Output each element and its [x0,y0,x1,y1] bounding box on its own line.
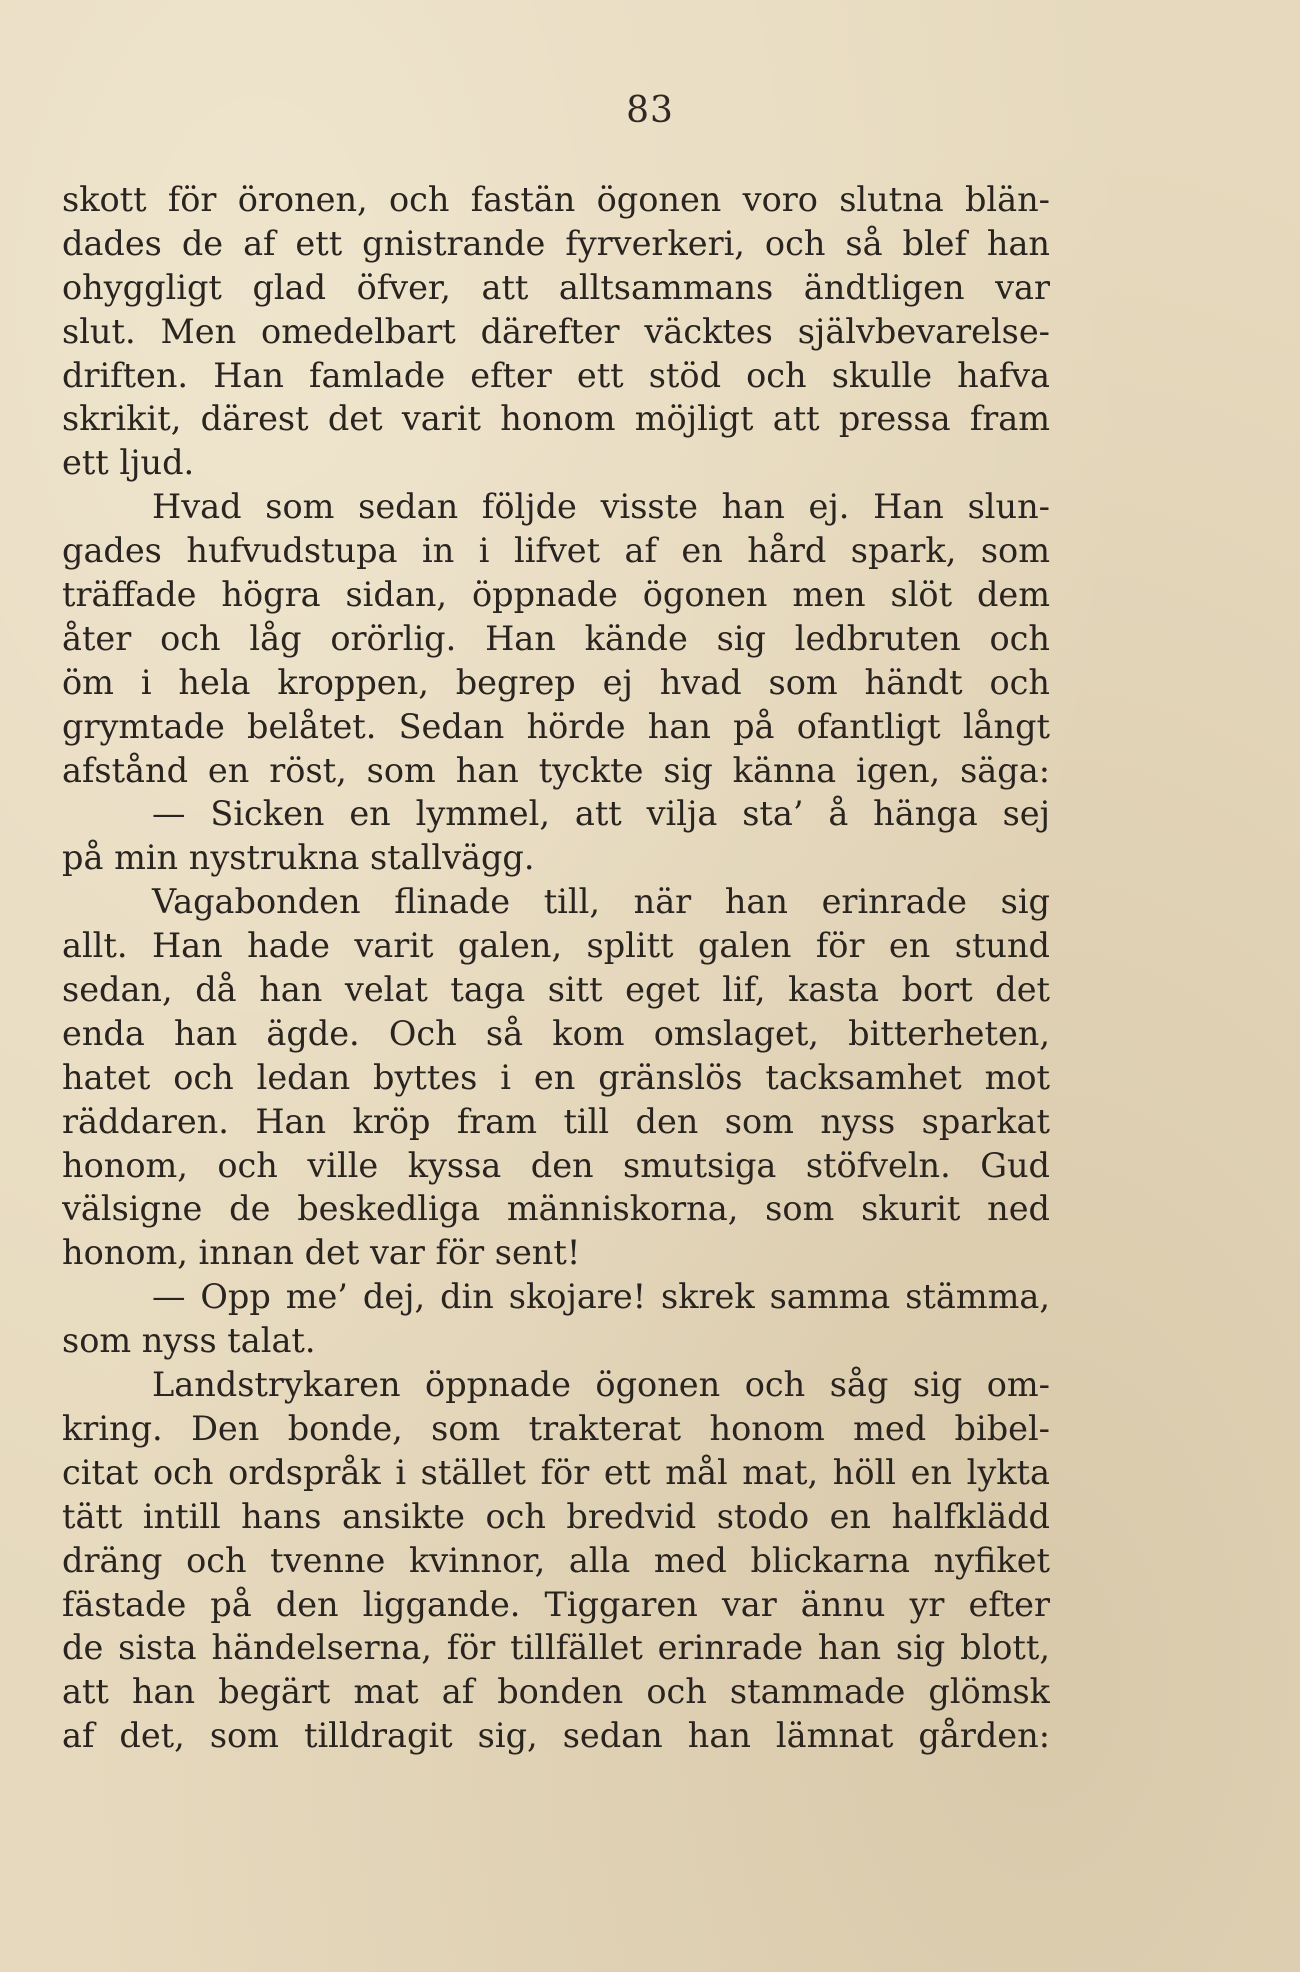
text-line: citat och ordspråk i stället för ett mål mat, höll en lykta [62,1452,1050,1492]
text-line: de sista händelserna, för tillfället erinrade han sig blott, [62,1628,1050,1668]
text-line: välsigne de beskedliga människorna, som skurit ned [62,1189,1050,1229]
text-line: — Sicken en lymmel, att vilja sta’ å hänga sej [152,794,1050,834]
text-line: hatet och ledan byttes i en gränslös tacksamhet mot [62,1057,1050,1097]
text-line: ett ljud. [62,443,195,483]
text-line: kring. Den bonde, som trakterat honom med bibel- [62,1408,1050,1448]
body-text [62,178,1050,1758]
text-line: öm i hela kroppen, begrep ej hvad som händt och [62,662,1050,702]
text-line: ohyggligt glad öfver, att alltsammans ändtligen var [62,267,1050,307]
text-line: gades hufvudstupa in i lifvet af en hård spark, som [62,531,1050,571]
text-line: dräng och tvenne kvinnor, alla med blickarna nyfiket [62,1540,1050,1580]
text-line: grymtade belåtet. Sedan hörde han på ofantligt långt [62,706,1050,746]
text-line: åter och låg orörlig. Han kände sig ledbruten och [62,618,1050,658]
text-line: fästade på den liggande. Tiggaren var ännu yr efter [62,1584,1050,1624]
text-line: tätt intill hans ansikte och bredvid stodo en halfklädd [62,1496,1050,1536]
text-line: af det, som tilldragit sig, sedan han lämnat gården: [62,1716,1050,1756]
page-number: 83 [626,90,674,131]
text-line: skrikit, därest det varit honom möjligt att pressa fram [62,399,1050,439]
text-line: driften. Han famlade efter ett stöd och skulle hafva [62,355,1050,395]
text-line: att han begärt mat af bonden och stammade glömsk [62,1672,1050,1712]
text-line: Hvad som sedan följde visste han ej. Han slun- [152,487,1050,527]
text-line: slut. Men omedelbart därefter väcktes självbevarelse- [62,311,1050,351]
text-line: — Opp me’ dej, din skojare! skrek samma stämma, [152,1277,1050,1317]
text-line: Landstrykaren öppnade ögonen och såg sig om- [152,1365,1050,1405]
text-line: afstånd en röst, som han tyckte sig känna igen, säga: [62,750,1050,790]
text-line: honom, och ville kyssa den smutsiga stöfveln. Gud [62,1145,1050,1185]
text-line: sedan, då han velat taga sitt eget lif, kasta bort det [62,970,1050,1010]
text-line: som nyss talat. [62,1321,316,1361]
text-line: enda han ägde. Och så kom omslaget, bitterheten, [62,1013,1050,1053]
text-line: skott för öronen, och fastän ögonen voro slutna blän- [62,180,1050,219]
text-line: träffade högra sidan, öppnade ögonen men slöt dem [62,575,1050,615]
text-line: honom, innan det var för sent! [62,1233,581,1273]
text-line: på min nystrukna stallvägg. [62,838,535,878]
text-line: räddaren. Han kröp fram till den som nyss sparkat [62,1101,1050,1141]
text-line: allt. Han hade varit galen, splitt galen för en stund [62,926,1050,966]
text-line: Vagabonden flinade till, när han erinrade sig [152,882,1050,922]
text-line: dades de af ett gnistrande fyrverkeri, och så blef han [62,223,1050,263]
